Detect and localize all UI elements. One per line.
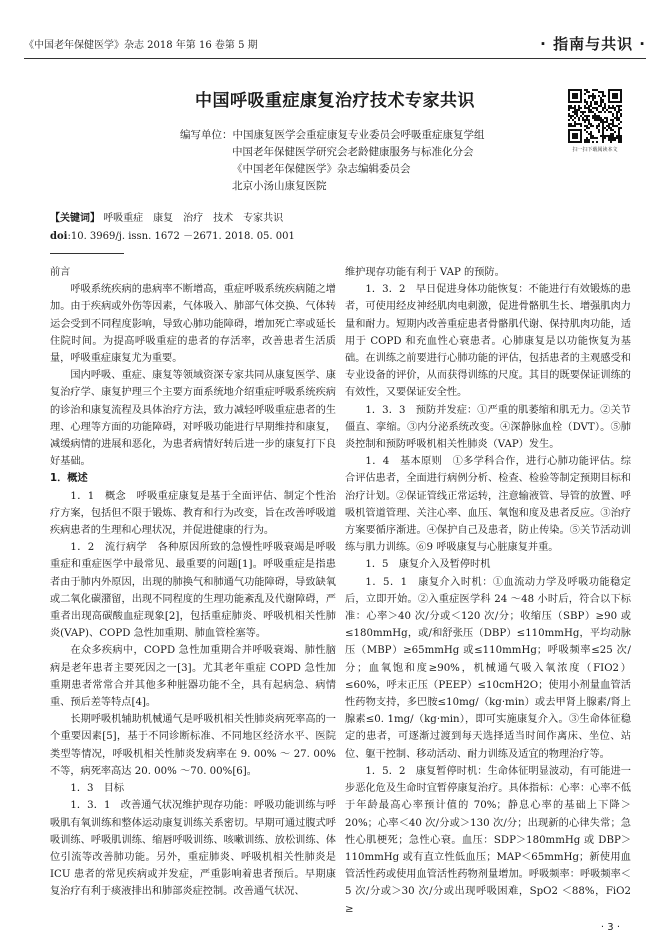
affiliation-line: 《中国老年保健医学》杂志编辑委员会 (232, 163, 411, 175)
paragraph: 1．3．1 改善通气状况维护现存功能：呼吸功能训练与呼吸肌有氧训练和整体运动康复训练关系密切。早期可通过腹式呼吸训练、呼吸肌训练、缩唇呼吸训练、咳嗽训练、放松训练、体位引流等改善肺功能。另外，重症肺炎、呼吸机相关性肺炎是 ICU 患者的常见疾病或并发症，严重影响着患者预后。早期康复治疗有利于痰液排出和肺部炎症控制。改善通气状况、 (50, 800, 336, 898)
running-header-section: · 指南与共识 · (540, 35, 646, 53)
section-heading: 1．概述 (50, 473, 88, 485)
affiliation-line: 编写单位：中国康复医学会重症康复专业委员会呼吸重症康复学组 (180, 129, 485, 141)
paragraph: 在众多疾病中，COPD 急性加重期合并呼吸衰竭、肺性脑病是老年患者主要死因之一[3]。尤其老年重症 COPD 急性加重期患者常常合并其他多种脏器功能不全，具有起病急、病情重、预后差等特点[4]。 (50, 645, 336, 709)
doi-label: doi (50, 231, 68, 242)
body-column-left (50, 264, 336, 901)
paragraph: 1．5 康复介入及暂停时机 (365, 559, 491, 571)
page-number: · 3 · (600, 922, 620, 933)
paragraph: 长期呼吸机辅助机械通气是呼吸机相关性肺炎病死率高的一个重要因素[5]，基于不同诊断标准、不同地区经济水平、医院类型等情况，呼吸机相关性肺炎发病率在 9. 00% ～ 27. 00%不等，病死率高达 20. 00% ～70. 00%[6]。 (50, 714, 336, 777)
paragraph: 1．3 目标 (70, 783, 125, 795)
qr-code-icon[interactable] (566, 87, 624, 145)
paragraph: 国内呼吸、重症、康复等领域资深专家共同从康复医学、康复治疗学、康复护理三个主要方面系统地介绍重症呼吸系统疾病的诊治和康复流程及具体治疗方法，致力减轻呼吸重症患者的生理、心理等方面的功能障碍，对呼吸功能进行早期维持和康复，减缓病情的进展和恶化，为患者病情好转后进一步的康复打下良好基础。 (50, 370, 336, 468)
author-affiliations (180, 127, 485, 195)
body-column-right (345, 264, 631, 918)
paragraph: 维护现存功能有利于 VAP 的预防。 (345, 267, 505, 278)
running-header-journal: 《中国老年保健医学》杂志 2018 年第 16 卷第 5 期 (24, 40, 258, 51)
affiliation-line: 北京小汤山康复医院 (232, 180, 327, 192)
paragraph: 1．4 基本原则 ①多学科合作，进行心肺功能评估。综合评估患者，全面进行病例分析、检查、检验等制定预期目标和治疗计划。②保证管线正常运转，注意输液管、导管的放置、呼吸机管道管理、关注心率、血压、氧饱和度及患者反应。③治疗方案要循序渐进。④保护自己及患者，防止传染。⑤关节活动训练与肌力训练。⑥9 呼吸康复与心脏康复并重。 (345, 456, 631, 554)
article-title: 中国呼吸重症康复治疗技术专家共识 (195, 91, 475, 111)
doi-value[interactable]: :10. 3969/j. issn. 1672 －2671. 2018. 05. 001 (67, 231, 295, 242)
paragraph: 前言 (50, 267, 71, 278)
paragraph: 1．3．3 预防并发症：①严重的肌萎缩和肌无力。②关节僵直、挛缩。③内分泌系统改变。④深静脉血栓（DVT）。⑤肺炎控制和预防呼吸机相关性肺炎（VAP）发生。 (345, 404, 631, 451)
paragraph: 1．5．2 康复暂停时机：生命体征明显波动，有可能进一步恶化危及生命时宜暂停康复治疗。具体指标：心率：心率不低于年龄最高心率预计值的 70%；静息心率的基础上下降＞20%；心率＜40 次/分或＞130 次/分；出现新的心律失常；急性心肌梗死；急性心衰。血压：SDP＞180mmHg 或 DBP＞110mmHg 或有直立性低血压；MAP＜65mmHg；新使用血管活性药或使用血管活性药物剂量增加。呼吸频率：呼吸频率＜5 次/分或＞30 次/分或出现呼吸困难，SpO2 ＜88%，FiO2 ≥ (345, 765, 631, 915)
paragraph: 呼吸系统疾病的患病率不断增高，重症呼吸系统疾病随之增加。由于疾病或外伤等因素，气体吸入、肺部气体交换、气体转运会受到不同程度影响，导致心肺功能障碍，增加死亡率或延长住院时间。为提高呼吸重症的患者的存活率，改善患者生活质量，呼吸重症康复尤为重要。 (50, 284, 336, 365)
keywords-block (50, 210, 620, 246)
keywords-separator (50, 253, 124, 254)
paragraph: 1．5．1 康复介入时机：①血流动力学及呼吸功能稳定后，立即开始。②入重症医学科 24 ～48 小时后，符合以下标准：心率＞40 次/分或＜120 次/分；收缩压（SBP）≥90 或≤180mmHg，或/和舒张压（DBP）≤110mmHg，平均动脉压（MBP）≥65mmHg 或≤110mmHg；呼吸频率≤25 次/分；血氧饱和度≥90%，机械通气吸入氧浓度（FIO2）≤60%，呼末正压（PEEP）≤10cmH2O；使用小剂量血管活性药物支持，多巴胺≤10mg/（kg·min）或去甲肾上腺素/肾上腺素≤0. 1mg/（kg·min），即可实施康复介入。③生命体征稳定的患者，可逐渐过渡到每天选择适当时间作离床、坐位、站位、躯干控制、移动活动、耐力训练及适宜的物理治疗等。 (345, 576, 631, 760)
keywords-label: 【关键词】 (50, 213, 100, 224)
paragraph: 1．1 概念 呼吸重症康复是基于全面评估、制定个性治疗方案，包括但不限于锻炼、教育和行为改变，旨在改善呼吸道疾病患者的生理和心理状况，并促进健康的行为。 (50, 490, 336, 537)
paragraph: 1．2 流行病学 各种原因所致的急慢性呼吸衰竭是呼吸重症和重症医学中最常见、最重要的问题[1]。呼吸重症是指患者由于肺内外原因，出现的肺换气和肺通气功能障碍，导致缺氧或二氧化碳潴留，出现不同程度的生理功能紊乱及代谢障碍，严重者出现高碳酸血症现象[2]，包括重症肺炎、呼吸机相关性肺炎(VAP)、COPD 急性加重期、肺血管栓塞等。 (50, 542, 336, 640)
paragraph: 1．3．2 早日促进身体功能恢复：不能进行有效锻炼的患者，可使用经皮神经肌肉电刺激，促进骨骼肌生长、增强肌肉力量和耐力。短期内改善重症患者骨骼肌代谢、保持肌肉功能，适用于 COPD 和充血性心衰患者。心肺康复是以功能恢复为基础。在训练之前要进行心肺功能的评估，包括患者的主观感受和专业设备的评价，从而获得训练的尺度。其目的既要保证训练的有效性，又要保证安全性。 (345, 284, 631, 399)
keywords-text: 呼吸重症 康复 治疗 技术 专家共识 (103, 213, 284, 224)
qr-caption: 扫一扫下载阅读本文 (572, 147, 618, 153)
header-rule (24, 58, 646, 59)
affiliation-line: 中国老年保健医学研究会老龄健康服务与标准化分会 (232, 146, 474, 158)
